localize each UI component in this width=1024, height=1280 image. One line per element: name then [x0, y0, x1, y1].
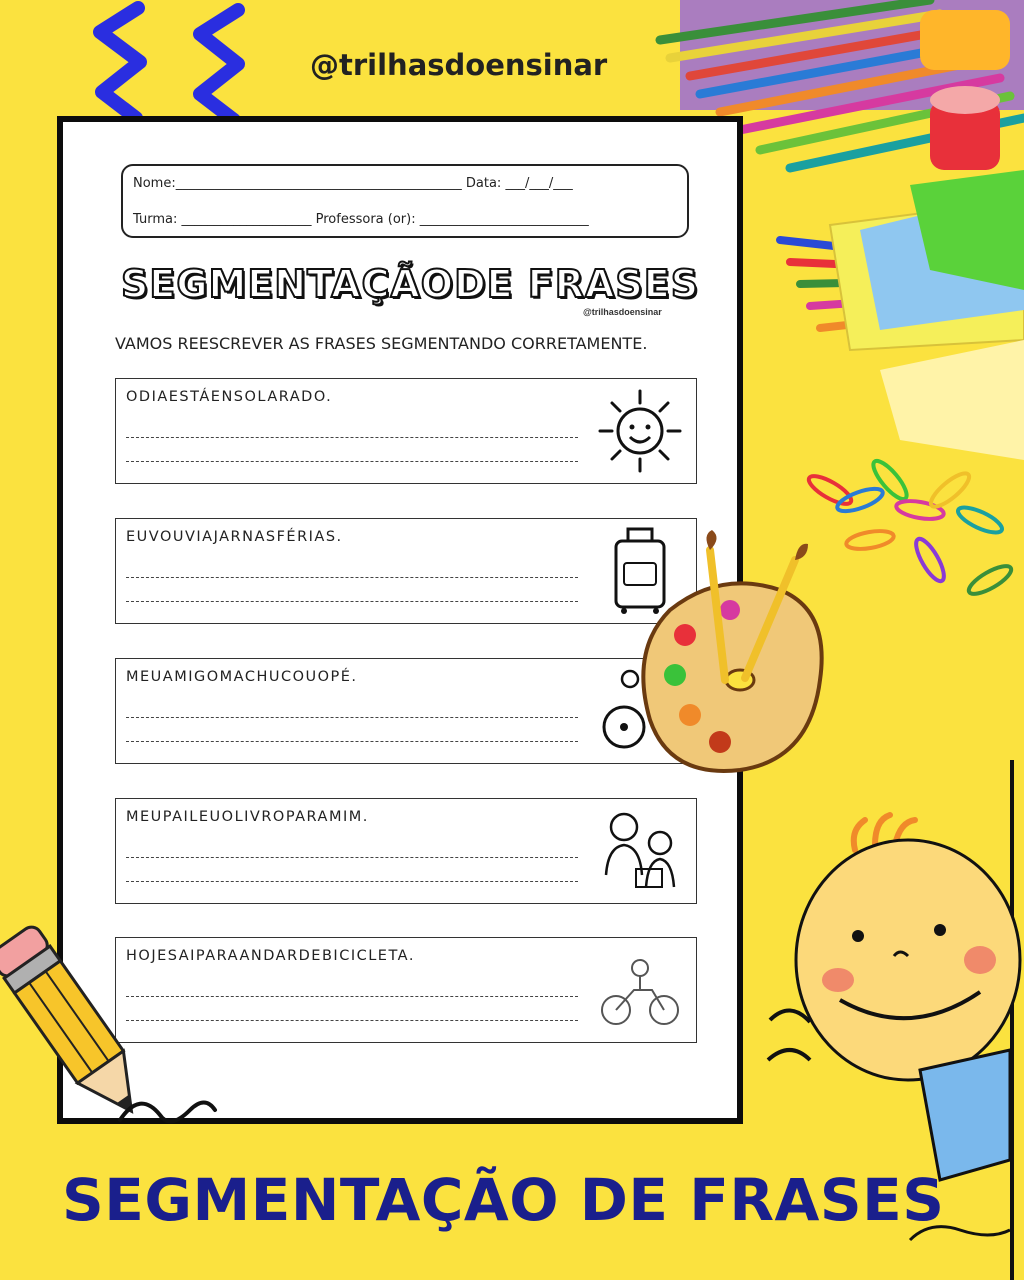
worksheet-instruction: VAMOS REESCREVER AS FRASES SEGMENTANDO CORRETAMENTE. [115, 334, 648, 353]
turma-line[interactable]: ____________________ [181, 212, 312, 227]
name-date-row [133, 176, 573, 191]
answer-line[interactable] [126, 717, 578, 718]
student-info-box [121, 164, 689, 238]
answer-line[interactable] [126, 577, 578, 578]
instagram-handle: @trilhasdoensinar [310, 48, 608, 82]
answer-line[interactable] [126, 881, 578, 882]
professora-label: Professora (or): [315, 212, 416, 227]
answer-line[interactable] [126, 601, 578, 602]
bicycle-icon [594, 944, 686, 1036]
exercise-box [115, 658, 697, 764]
sun-icon [594, 385, 686, 477]
father-reading-icon [594, 805, 686, 897]
worksheet-title: SEGMENTAÇÃODE FRASES [121, 262, 700, 306]
exercise-sentence: EUVOUVIAJARNASFÉRIAS. [126, 529, 343, 545]
answer-line[interactable] [126, 857, 578, 858]
nome-line[interactable]: ____________________________________________ [175, 176, 462, 191]
zigzag-decoration [78, 0, 268, 120]
professora-line[interactable]: __________________________ [419, 212, 589, 227]
answer-line[interactable] [126, 741, 578, 742]
exercise-sentence: MEUPAILEUOLIVROPARAMIM. [126, 809, 369, 825]
exercise-box [115, 378, 697, 484]
footer-title: SEGMENTAÇÃO DE FRASES [62, 1166, 945, 1234]
answer-line[interactable] [126, 461, 578, 462]
worksheet-credit: @trilhasdoensinar [583, 307, 662, 317]
exercise-box [115, 518, 697, 624]
data-label: Data: [465, 176, 502, 191]
exercise-sentence: HOJESAIPARAANDARDEBICICLETA. [126, 948, 415, 964]
answer-line[interactable] [126, 437, 578, 438]
exercise-sentence: ODIAESTÁENSOLARADO. [126, 389, 333, 405]
class-teacher-row [133, 212, 589, 227]
turma-label: Turma: [133, 212, 178, 227]
data-line[interactable]: ___/___/___ [505, 176, 573, 191]
exercise-sentence: MEUAMIGOMACHUCOUOPÉ. [126, 669, 358, 685]
nome-label: Nome: [133, 176, 176, 191]
paint-palette-illustration [630, 530, 830, 780]
pencil-illustration [0, 920, 220, 1130]
exercise-box [115, 798, 697, 904]
